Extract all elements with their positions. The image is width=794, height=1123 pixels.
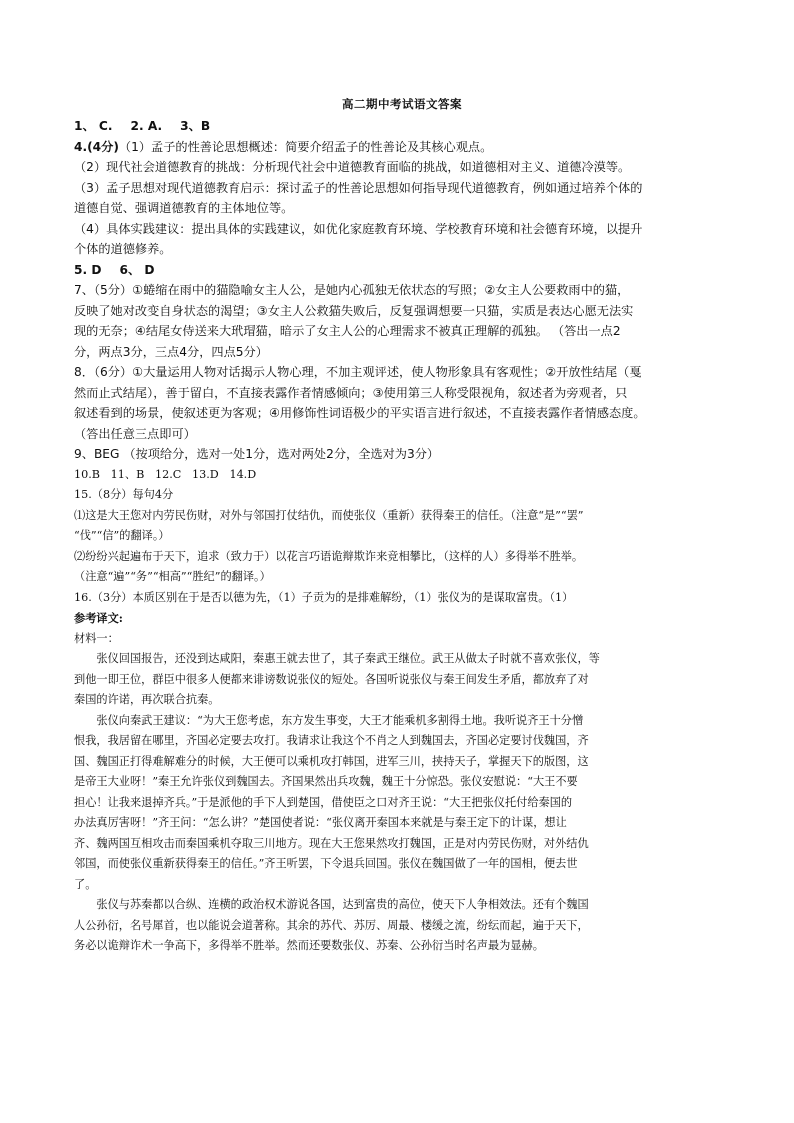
answer-q15-sentence2: ⑵纷纷兴起遍布于天下，追求（致力于）以花言巧语诡辩欺诈来竞相攀比，（这样的人）多得举不胜举。 (74, 549, 584, 563)
answer-q2: 2. A. (130, 119, 163, 133)
translation-line: 秦国的许诺，再次联合抗秦。 (74, 693, 220, 706)
translation-line: 人公孙衍，名号犀首，也以能说会道著称。其余的苏代、苏厉、周最、楼缓之流，纷纭而起，遍于天下， (74, 918, 589, 932)
translation-line: 办法真厉害呀！”齐王问：“怎么讲？”楚国使者说：“张仪离开秦国本来就是与秦王定下的计谋，想让 (74, 816, 567, 829)
answer-q4-point1: （1）孟子的性善论思想概述：简要介绍孟子的性善论及其核心观点。 (118, 139, 493, 154)
translation-line: 务必以诡辩诈术一争高下，多得举不胜举。然而还要数张仪、苏秦、公孙衍当时名声最为显赫。 (74, 939, 544, 952)
translation-line: 是帝王大业呀！”秦王允许张仪到魏国去。齐国果然出兵攻魏，魏王十分惊恐。张仪安慰说：“大王不要 (74, 775, 578, 788)
answer-q7-line2: 反映了她对改变自身状态的渴望；③女主人公救猫失败后，反复强调想要一只猫，实质是表达心愿无法实 (74, 303, 634, 318)
answer-q7-line4: 分，两点3分，三点4分，四点5分） (74, 344, 268, 359)
answer-q1: 1、 C. (74, 119, 113, 133)
answer-q16: 16.（3分）本质区别在于是否以德为先，（1）子贡为的是排难解纷，（1）张仪为的是谋取富贵。（1） (74, 590, 574, 604)
answer-q3: 3、B (180, 119, 211, 133)
translation-material1: 材料一： (74, 631, 119, 645)
translation-paragraph-3 (74, 895, 730, 957)
translation-paragraph-2 (74, 711, 730, 896)
answer-q5: 5. D (74, 262, 102, 277)
answer-q1-3 (74, 116, 730, 137)
answer-q10-14: 10.B 11、B 12.C 13.D 14.D (74, 467, 257, 481)
translation-line: 齐、魏两国互相攻击而秦国乘机夺取三川地方。现在大王您果然攻打魏国，正是对内劳民伤财，对外结仇 (74, 836, 589, 850)
answer-q15-sentence1-cont: “伐”“信”的翻译。） (74, 529, 170, 542)
answer-q4-line1 (74, 137, 730, 158)
translation-line: 国、魏国正打得难解难分的时候，大王便可以乘机攻打韩国，进军三川，挟持天子，掌握天下的版图，这 (74, 754, 589, 768)
answer-q15-sentence1: ⑴这是大王您对内劳民伤财，对外与邻国打仗结仇，而使张仪（重新）获得秦王的信任。（注意“是”“罢” (74, 508, 584, 522)
answer-q8-line4: （答出任意三点即可） (74, 426, 196, 441)
answer-q4-point3: （3）孟子思想对现代道德教育启示：探讨孟子的性善论思想如何指导现代道德教育，例如通过培养个体的 (74, 180, 643, 195)
translation-line: 担心！让我来退掉齐兵。”于是派他的手下人到楚国，借使臣之口对齐王说：“大王把张仪托付给秦国的 (74, 795, 573, 809)
translation-line: 邻国，而使张仪重新获得秦王的信任。”齐王听罢，下令退兵回国。张仪在魏国做了一年的国相，便去世 (74, 857, 578, 870)
answer-q8-line1: 8．（6分）①大量运用人物对话揭示人物心理，不加主观评述，使人物形象具有客观性；②开放性结尾（戛 (74, 365, 642, 379)
answer-q7-line1: 7、（5分）①蜷缩在雨中的猫隐喻女主人公，是她内心孤独无依状态的写照；②女主人公要救雨中的猫， (74, 283, 630, 297)
answer-sheet (74, 96, 730, 957)
answer-q5-6 (74, 260, 730, 281)
answer-q4-point4: （4）具体实践建议：提出具体的实践建议，如优化家庭教育环境、学校教育环境和社会德育环境，以提升 (74, 221, 643, 236)
answer-q4-head: 4.(4分) (74, 139, 119, 154)
answer-q4-point2: （2）现代社会道德教育的挑战：分析现代社会中道德教育面临的挑战，如道德相对主义、道德冷漠等。 (74, 160, 631, 174)
page-title: 高二期中考试语文答案 (342, 97, 462, 111)
translation-line: 了。 (74, 877, 97, 891)
translation-line: 张仪向秦武王建议：“为大王您考虑，东方发生事变，大王才能乘机多割得土地。我听说齐王十分憎 (96, 713, 584, 727)
answer-q6: 6、 D (119, 262, 155, 277)
answer-q15-sentence2-cont: （注意“遍”“务”“相高”“胜纪”的翻译。） (74, 570, 271, 583)
answer-q8-line2: 然而止式结尾），善于留白，不直接表露作者情感倾向；③使用第三人称受限视角，叙述者为旁观者，只 (74, 385, 628, 400)
answer-q4-point4-cont: 个体的道德修养。 (74, 242, 172, 256)
answer-q7-line3: 现的无奈；④结尾女侍送来大玳瑁猫，暗示了女主人公的心理需求不被真正理解的孤独。 （答出一点2 (74, 324, 621, 338)
translation-heading: 参考译文: (74, 611, 123, 625)
translation-paragraph-1 (74, 649, 730, 711)
answer-q15-head: 15.（8分）每句4分 (74, 488, 174, 501)
answer-q8-line3: 叙述看到的场景，使叙述更为客观；④用修饰性词语极少的平实语言进行叙述，不直接表露作者情感态度。 (74, 406, 646, 420)
translation-line: 恨我，我居留在哪里，齐国必定要去攻打。我请求让我这个不肖之人到魏国去，齐国必定要讨伐魏国，齐 (74, 734, 589, 747)
translation-line: 张仪回国报告，还没到达咸阳，秦惠王就去世了，其子秦武王继位。武王从做太子时就不喜欢张仪，等 (96, 652, 600, 665)
translation-line: 张仪与苏秦都以合纵、连横的政治权术游说各国，达到富贵的高位，使天下人争相效法。还有个魏国 (96, 898, 589, 911)
translation-line: 到他一即王位，群臣中很多人便都来诽谤数说张仪的短处。各国听说张仪与秦王间发生矛盾，都放弃了对 (74, 672, 589, 686)
answer-q9: 9、BEG （按项给分，选对一处1分，选对两处2分，全选对为3分） (74, 447, 440, 461)
answer-q4-point3-cont: 道德自觉、强调道德教育的主体地位等。 (74, 201, 294, 215)
